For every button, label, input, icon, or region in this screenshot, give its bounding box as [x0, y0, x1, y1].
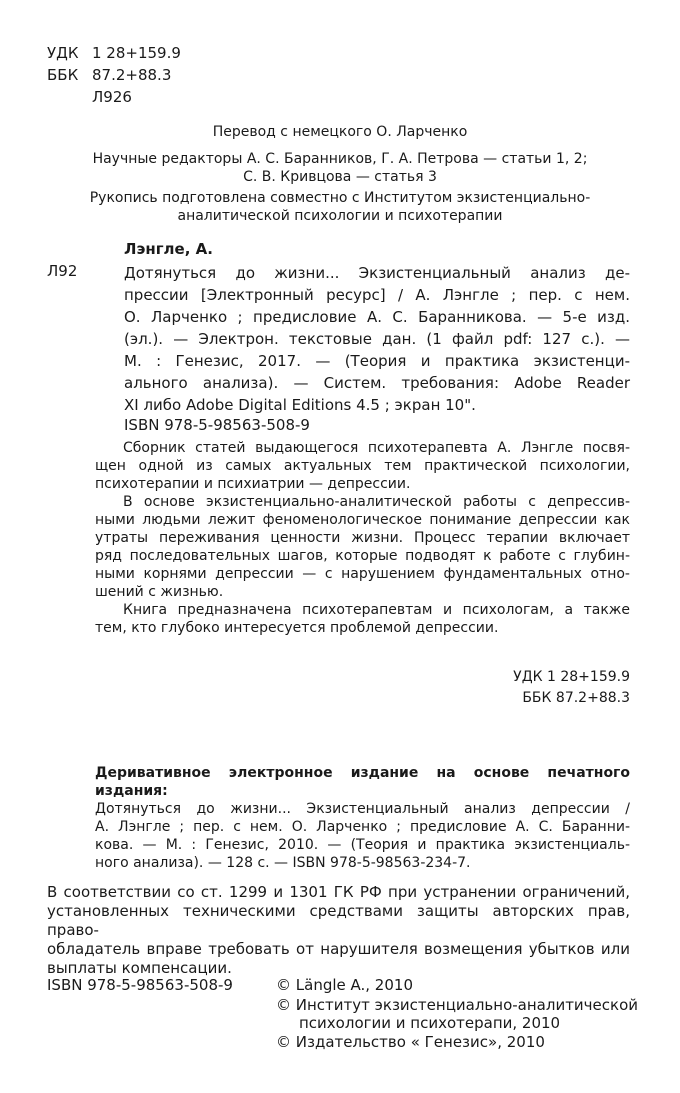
- annotation-line: щен одной из самых актуальных тем практической психологии,: [95, 458, 630, 474]
- legal-line: В соответствии со ст. 1299 и 1301 ГК РФ при устранении ограничений,: [47, 883, 630, 901]
- derivative-heading: Деривативное электронное издание на основе печатного издания:: [95, 765, 630, 799]
- editors-line-1: Научные редакторы А. С. Баранников, Г. А. Петрова — статьи 1, 2;: [92, 151, 588, 167]
- author-mark: Л926: [92, 88, 132, 106]
- udk-code: 1 28+159.9: [92, 44, 181, 62]
- annotation-line: Книга предназначена психотерапевтам и психологам, а также: [123, 602, 630, 618]
- record-line: ального анализа). — Систем. требования: Adobe Reader: [124, 374, 630, 392]
- derivative-line: кова. — М. : Генезис, 2010. — (Теория и практика экзистенциаль-: [95, 837, 630, 853]
- annotation-line: утраты переживания ценности жизни. Процесс терапии включает: [95, 530, 630, 546]
- record-description: [124, 262, 630, 416]
- translation-credit: Перевод с немецкого О. Ларченко: [212, 124, 468, 140]
- derivative-edition: [95, 764, 630, 872]
- annotation-line: психотерапии и психиатрии — депрессии.: [95, 476, 411, 492]
- annotation-line: тем, кто глубоко интересуется проблемой депрессии.: [95, 620, 499, 636]
- record-line: О. Ларченко ; предисловие А. С. Баранникова. — 5-е изд.: [124, 308, 630, 326]
- record-isbn: ISBN 978-5-98563-508-9: [124, 416, 310, 434]
- copyright-institute: © Институт экзистенциально-аналитической: [276, 996, 638, 1014]
- bbk-code: 87.2+88.3: [92, 66, 172, 84]
- udk-repeat: УДК 1 28+159.9: [513, 669, 630, 685]
- derivative-line: А. Лэнгле ; пер. с нем. О. Ларченко ; предисловие А. С. Баранни-: [95, 819, 630, 835]
- record-line: М. : Генезис, 2017. — (Теория и практика экзистенци-: [124, 352, 630, 370]
- footer-isbn: ISBN 978-5-98563-508-9: [47, 976, 233, 994]
- record-line: Дотянуться до жизни... Экзистенциальный анализ де-: [124, 264, 630, 282]
- record-author: Лэнгле, А.: [124, 240, 213, 258]
- record-mark: Л92: [47, 262, 78, 280]
- prepared-line-1: Рукопись подготовлена совместно с Институтом экзистенциально-: [89, 190, 591, 206]
- prepared-line-2: аналитической психологии и психотерапии: [177, 208, 503, 224]
- copyright-author: © Längle A., 2010: [276, 976, 413, 994]
- udk-label: УДК: [47, 44, 79, 62]
- bbk-repeat: ББК 87.2+88.3: [522, 690, 630, 706]
- record-line: (эл.). — Электрон. текстовые дан. (1 файл pdf: 127 с.). —: [124, 330, 630, 348]
- annotation-line: ными корнями депрессии — с нарушением фундаментальных отно-: [95, 566, 630, 582]
- record-line: прессии [Электронный ресурс] / А. Лэнгле ; пер. с нем.: [124, 286, 630, 304]
- record-line-last: XI либо Adobe Digital Editions 4.5 ; экран 10".: [124, 396, 476, 414]
- editors-line-2: С. В. Кривцова — статья 3: [243, 169, 437, 185]
- legal-notice: [47, 883, 630, 978]
- derivative-line: Дотянуться до жизни... Экзистенциальный анализ депрессии /: [95, 801, 630, 817]
- copyright-publisher: © Издательство « Генезис», 2010: [276, 1033, 545, 1051]
- copyright-institute-cont: психологии и психотерапи, 2010: [299, 1014, 561, 1032]
- legal-line: выплаты компенсации.: [47, 959, 232, 977]
- derivative-line: ного анализа). — 128 с. — ISBN 978-5-98563-234-7.: [95, 855, 471, 871]
- legal-line: установленных техническими средствами защиты авторских прав, право-: [47, 902, 630, 939]
- bbk-label: ББК: [47, 66, 79, 84]
- annotation-line: В основе экзистенциально-аналитической работы с депрессив-: [123, 494, 630, 510]
- annotation-line: ными людьми лежит феноменологическое понимание депрессии как: [95, 512, 630, 528]
- annotation-line: ряд последовательных шагов, которые подводят к работе с глубин-: [95, 548, 630, 564]
- annotation-line: Сборник статей выдающегося психотерапевта А. Лэнгле посвя-: [123, 440, 630, 456]
- annotation-line: шений с жизнью.: [95, 584, 224, 600]
- annotation: [95, 439, 630, 637]
- legal-line: обладатель вправе требовать от нарушителя возмещения убытков или: [47, 940, 630, 958]
